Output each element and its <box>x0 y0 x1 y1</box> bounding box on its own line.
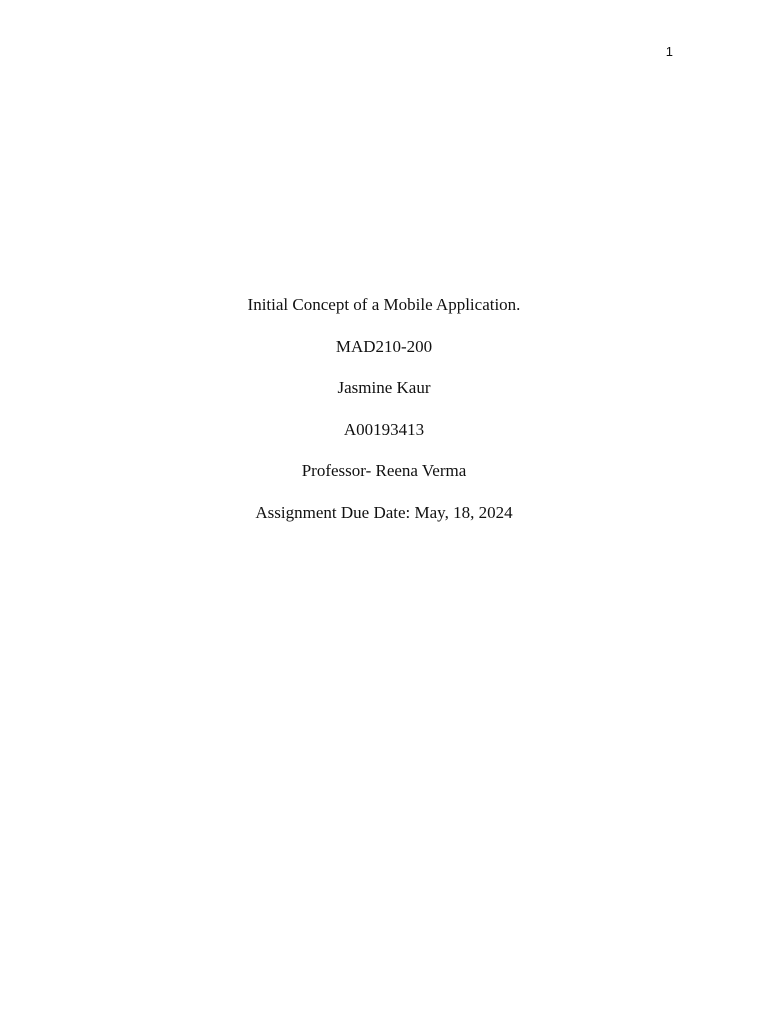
document-title: Initial Concept of a Mobile Application. <box>247 295 521 314</box>
author-name: Jasmine Kaur <box>337 378 431 397</box>
due-date: Assignment Due Date: May, 18, 2024 <box>255 502 513 522</box>
professor-name: Professor- Reena Verma <box>301 461 467 480</box>
student-id: A00193413 <box>343 419 425 439</box>
title-page-block <box>0 294 768 543</box>
course-code: MAD210-200 <box>335 336 433 356</box>
page-number: 1 <box>665 44 673 59</box>
